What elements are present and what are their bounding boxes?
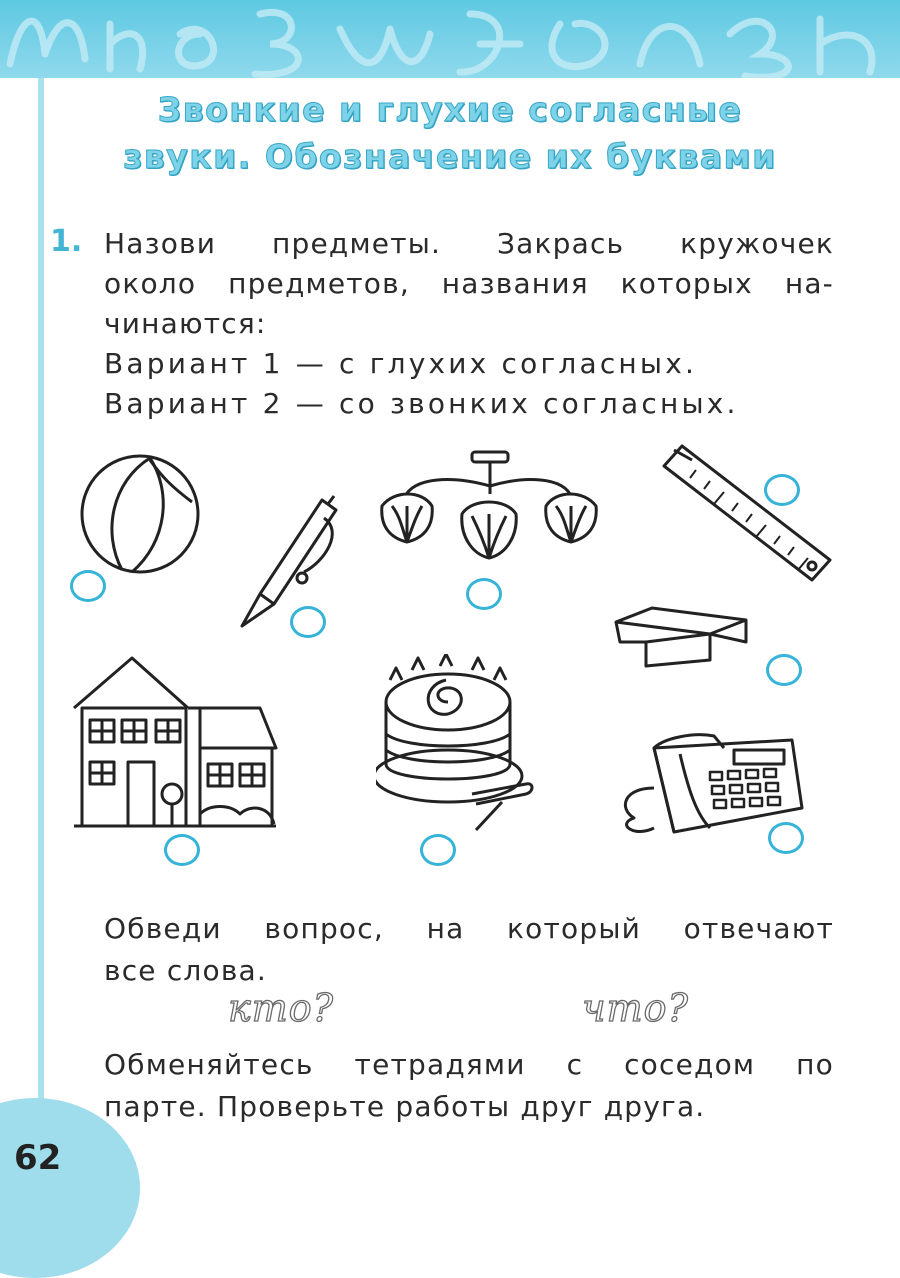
instruction-line-2: около предметов, названия которых на- xyxy=(104,267,834,300)
instruction-line-3: чинаются: xyxy=(104,307,267,340)
variant-2: Вариант 2 — со звонких согласных. xyxy=(104,387,739,420)
decorative-letters-icon xyxy=(0,0,900,78)
cake-icon xyxy=(376,654,536,834)
question-instruction xyxy=(104,908,834,992)
title-line-2: звуки. Обозначение их буквами xyxy=(123,137,777,176)
note-line-1: Обменяйтесь тетрадями с соседом по xyxy=(104,1048,834,1081)
question-line-1: Обведи вопрос, на который отвечают xyxy=(104,912,834,945)
answer-circle-pen[interactable] xyxy=(290,606,326,638)
answer-option-kto[interactable]: кто? xyxy=(228,986,334,1030)
answer-circle-telephone[interactable] xyxy=(768,822,804,854)
lesson-title xyxy=(60,86,840,180)
answer-circle-chandelier[interactable] xyxy=(466,578,502,610)
answer-circle-ball[interactable] xyxy=(70,570,106,602)
note-line-2: парте. Проверьте работы друг друга. xyxy=(104,1090,706,1123)
peer-check-note xyxy=(104,1044,834,1128)
answer-circle-cake[interactable] xyxy=(420,834,456,866)
answer-circle-box[interactable] xyxy=(766,654,802,686)
chandelier-icon xyxy=(374,446,604,566)
ball-icon xyxy=(72,452,212,582)
pen-icon xyxy=(234,492,344,632)
header-banner xyxy=(0,0,900,78)
ruler-icon xyxy=(652,440,837,585)
house-icon xyxy=(70,654,280,834)
answer-option-chto[interactable]: что? xyxy=(582,986,689,1030)
title-line-1: Звонкие и глухие согласные xyxy=(157,90,743,129)
answer-circle-house[interactable] xyxy=(164,834,200,866)
box-icon xyxy=(606,602,756,672)
exercise-number: 1. xyxy=(50,224,83,259)
answer-circle-ruler[interactable] xyxy=(764,474,800,506)
exercise-instructions xyxy=(104,224,834,424)
question-line-2: все слова. xyxy=(104,954,268,987)
instruction-line-1: Назови предметы. Закрась кружочек xyxy=(104,227,834,260)
variant-1: Вариант 1 — с глухих согласных. xyxy=(104,347,698,380)
page-number: 62 xyxy=(14,1138,62,1178)
